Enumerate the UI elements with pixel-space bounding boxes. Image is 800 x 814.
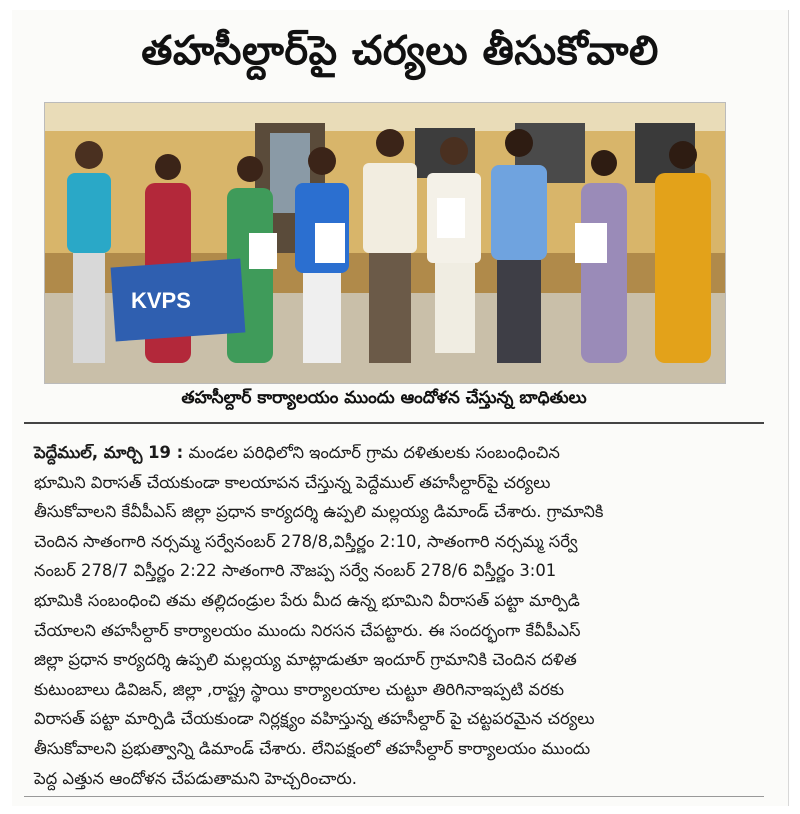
newspaper-clipping <box>12 10 789 806</box>
article-line: చేయాలని తహసీల్దార్ కార్యాలయం ముందు నిరసన చేపట్టారు. ఈ సందర్భంగా కేవీపీఎస్ <box>34 620 581 640</box>
headline: తహసీల్దార్‌పై చర్యలు తీసుకోవాలి <box>141 28 659 74</box>
article-line: చెందిన సాతంగారి నర్సమ్మ సర్వేనంబర్ 278/8,విస్తీర్ణం 2:10, సాతంగారి నర్సమ్మ సర్వే <box>34 531 578 551</box>
article-body <box>34 438 762 793</box>
kvps-banner <box>111 259 246 342</box>
article-line-1-text: మండల పరిధిలోని ఇందూర్ గ్రామ దళితులకు సంబంధించిన <box>188 443 560 462</box>
article-line: కుటుంబాలు డివిజన్, జిల్లా ,రాష్ట్ర స్థాయి కార్యాలయాల చుట్టూ తిరిగినాఇప్పటి వరకు <box>34 679 565 699</box>
banner-text: KVPS <box>131 288 191 313</box>
article-line: పెద్ద ఎత్తున ఆందోళన చేపడుతామని హెచ్చరించారు. <box>34 768 357 788</box>
dateline: పెద్దేముల్, మార్చి 19 : <box>34 443 184 462</box>
photo-caption: తహసీల్దార్ కార్యాలయం ముందు ఆందోళన చేస్తున్న బాధితులు <box>181 388 587 408</box>
news-photo <box>44 102 726 384</box>
article-line: తీసుకోవాలని కేవీపీఎస్ జిల్లా ప్రధాన కార్యదర్శి ఉప్పలి మల్లయ్య డిమాండ్ చేశారు. గ్రామానికి <box>34 502 604 522</box>
bottom-divider <box>24 796 764 797</box>
article-line: తీసుకోవాలని ప్రభుత్వాన్ని డిమాండ్ చేశారు. లేనిపక్షంలో తహసీల్దార్ కార్యాలయం ముందు <box>34 738 591 758</box>
divider <box>24 422 764 424</box>
article-line-1 <box>34 438 762 468</box>
article-line: భూమిని విరాసత్ చేయకుండా కాలయాపన చేస్తున్న పెద్దేముల్ తహసీల్దార్‌పై చర్యలు <box>34 472 551 492</box>
article-line: నంబర్ 278/7 విస్తీర్ణం 2:22 సాతంగారి నౌజప్ప సర్వే నంబర్ 278/6 విస్తీర్ణం 3:01 <box>34 561 557 581</box>
article-line: జిల్లా ప్రధాన కార్యదర్శి ఉప్పలి మల్లయ్య మాట్లాడుతూ ఇందూర్ గ్రామానికి చెందిన దళిత <box>34 650 577 670</box>
article-line: విరాసత్ పట్టా మార్పిడి చేయకుండా నిర్లక్ష్యం వహిస్తున్న తహసీల్దార్ పై చట్టపరమైన చర్యలు <box>34 709 595 729</box>
article-line: భూమికి సంబంధించి తమ తల్లిదండ్రుల పేరు మీద ఉన్న భూమిని వీరాసత్ పట్టా మార్పిడి <box>34 590 580 610</box>
